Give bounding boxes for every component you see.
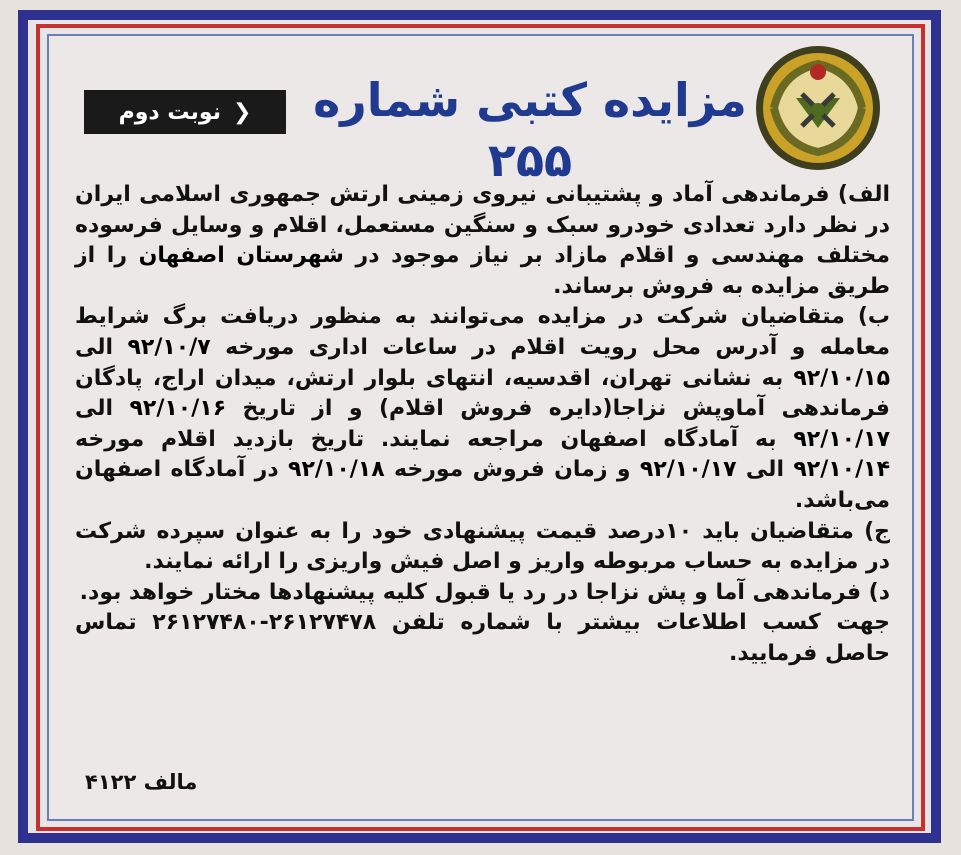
paragraph-b-text-4: الی bbox=[75, 396, 114, 422]
army-emblem-icon bbox=[752, 42, 884, 174]
notice-code: مالف ۴۱۲۲ bbox=[85, 770, 198, 794]
date-7: ۹۲/۱۰/۱۸ bbox=[288, 457, 385, 483]
paragraph-b-text-8: در آمادگاه اصفهان می‌باشد. bbox=[75, 457, 890, 513]
paragraph-c: ج) متقاضیان باید ۱۰درصد قیمت پیشنهادی خود را به عنوان سپرده شرکت در مزایده به حساب مربوطه واریز و اصل فیش واریزی را ارائه نمایند. bbox=[75, 518, 890, 575]
contact-paragraph: جهت کسب اطلاعات بیشتر با شماره تلفن ۲۶۱۲۷۴۷۸-۲۶۱۲۷۴۸۰ تماس حاصل فرمایید. bbox=[75, 610, 890, 666]
paragraph-b-text-1: ب) متقاضیان شرکت در مزایده می‌توانند به منظور دریافت برگ شرایط معامله و آدرس محل رویت اقلام در ساعات اداری مورخه bbox=[75, 304, 890, 360]
date-6: ۹۲/۱۰/۱۷ bbox=[639, 457, 737, 483]
badge-label: نوبت دوم bbox=[118, 99, 221, 125]
date-1: ۹۲/۱۰/۷ bbox=[127, 334, 211, 360]
paragraph-b-text-3: به نشانی تهران، اقدسیه، انتهای بلوار ارتش، میدان اراج، پادگان فرماندهی آماوپش نزاجا(دایره فروش اقلام) و از تاریخ bbox=[75, 365, 890, 422]
paragraph-a bbox=[75, 180, 890, 302]
notice-body bbox=[75, 180, 890, 670]
paragraph-b-text-5: به آمادگاه اصفهان مراجعه نمایند. تاریخ بازدید اقلام مورخه bbox=[75, 426, 777, 452]
paragraph-a-end: را از طریق مزایده به فروش برساند. bbox=[75, 243, 890, 299]
paragraph-b bbox=[75, 302, 890, 516]
paragraph-b-text-6: الی bbox=[745, 457, 784, 483]
city-name: شهرستان اصفهان bbox=[138, 243, 344, 269]
paragraph-a-text: الف) فرماندهی آماد و پشتیبانی نیروی زمینی ارتش جمهوری اسلامی ایران در نظر دارد تعدادی خودرو سبک و سنگین مستعمل، اقلام و وسایل فرسوده مختلف مهندسی و اقلام مازاد بر نیاز موجود در bbox=[75, 182, 890, 269]
chevron-left-icon: ❮ bbox=[232, 99, 252, 125]
date-5: ۹۲/۱۰/۱۴ bbox=[793, 457, 890, 483]
date-4: ۹۲/۱۰/۱۷ bbox=[793, 426, 890, 452]
date-2: ۹۲/۱۰/۱۵ bbox=[793, 365, 890, 391]
round-badge bbox=[84, 90, 286, 134]
paragraph-b-text-7: و زمان فروش مورخه bbox=[394, 457, 631, 483]
paragraph-b-text-2: الی bbox=[75, 334, 114, 360]
notice-title: مزایده کتبی شماره ۲۵۵ bbox=[313, 73, 747, 187]
paragraph-d: د) فرماندهی آما و پش نزاجا در رد یا قبول کلیه پیشنهادها مختار خواهد بود. bbox=[79, 579, 890, 605]
date-3: ۹۲/۱۰/۱۶ bbox=[129, 396, 227, 422]
